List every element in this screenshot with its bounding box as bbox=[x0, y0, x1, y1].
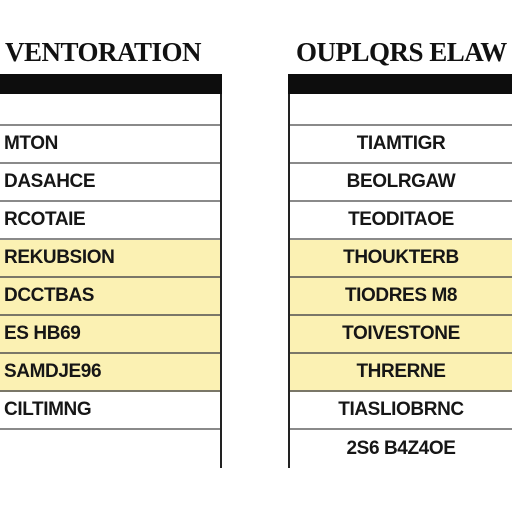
table-row bbox=[290, 164, 512, 202]
table-cell-text: THRERNE bbox=[356, 361, 446, 382]
table-row bbox=[0, 430, 220, 468]
table-cell-text: ES HB69 bbox=[4, 323, 81, 344]
table-row bbox=[0, 392, 220, 430]
right-table-title: OUPLQRS ELAW bbox=[296, 37, 507, 67]
table-cell-text: TIASLIOBRNC bbox=[338, 399, 464, 420]
table-row bbox=[0, 164, 220, 202]
table-row bbox=[0, 94, 220, 126]
table-cell-text: REKUBSION bbox=[4, 247, 115, 268]
table-row bbox=[0, 354, 220, 392]
table-cell-text: TOIVESTONE bbox=[342, 323, 460, 344]
table-row bbox=[290, 354, 512, 392]
table-row bbox=[290, 202, 512, 240]
table-cell-text: MTON bbox=[4, 133, 58, 154]
table-row bbox=[0, 278, 220, 316]
left-table bbox=[0, 94, 222, 468]
table-row bbox=[290, 316, 512, 354]
table-row bbox=[290, 392, 512, 430]
left-table-title: VENTORATION bbox=[4, 37, 202, 67]
table-row bbox=[0, 240, 220, 278]
table-cell-text: DASAHCE bbox=[4, 171, 96, 192]
table-row bbox=[290, 94, 512, 126]
table-row bbox=[290, 126, 512, 164]
table-cell-text: TEODITAOE bbox=[348, 209, 454, 230]
table-cell-text: THOUKTERB bbox=[343, 247, 459, 268]
table-row bbox=[0, 202, 220, 240]
table-cell-text: SAMDJE96 bbox=[4, 361, 102, 382]
table-row bbox=[290, 278, 512, 316]
table-row bbox=[0, 316, 220, 354]
left-table-header-bar bbox=[0, 74, 222, 94]
right-table bbox=[288, 94, 512, 468]
table-row bbox=[290, 430, 512, 468]
right-table-header-bar bbox=[288, 74, 512, 94]
table-row bbox=[0, 126, 220, 164]
table-cell-text: RCOTAIE bbox=[4, 209, 86, 230]
table-cell-text: DCCTBAS bbox=[4, 285, 95, 306]
table-cell-text: BEOLRGAW bbox=[346, 171, 456, 192]
table-cell-text: TIODRES M8 bbox=[344, 285, 458, 306]
table-row bbox=[290, 240, 512, 278]
table-cell-text: TIAMTIGR bbox=[356, 133, 446, 154]
table-cell-text: 2S6 B4Z4OE bbox=[346, 438, 456, 459]
table-cell-text: CILTIMNG bbox=[4, 399, 92, 420]
